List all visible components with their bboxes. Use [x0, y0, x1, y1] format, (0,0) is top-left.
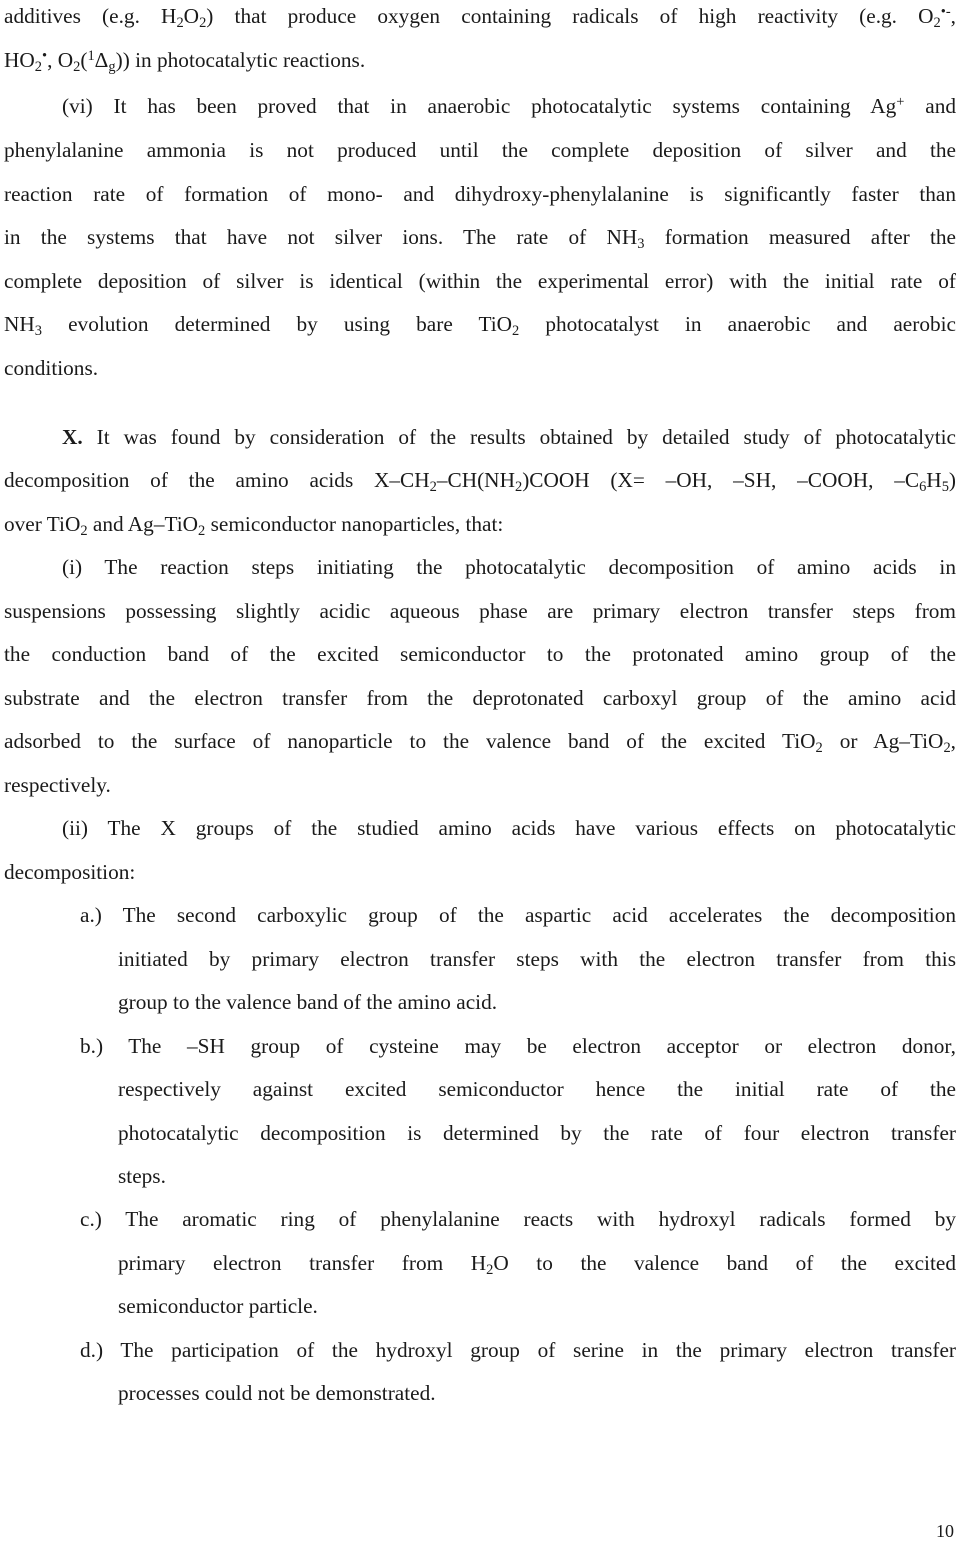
text-line: decomposition:: [4, 860, 136, 884]
text-line: the conduction band of the excited semiconductor to the protonated amino group of the: [4, 642, 956, 666]
page-number: 10: [936, 1521, 954, 1541]
text-line: substrate and the electron transfer from the deprotonated carboxyl group of the amino acid: [4, 686, 956, 710]
list-item: b.) The –SH group of cysteine may be electron acceptor or electron donor,: [80, 1034, 956, 1058]
text-line: phenylalanine ammonia is not produced until the complete deposition of silver and the: [4, 138, 956, 162]
list-item: d.) The participation of the hydroxyl group of serine in the primary electron transfer: [80, 1338, 956, 1362]
section-heading: X.: [62, 425, 83, 449]
text-line: suspensions possessing slightly acidic aqueous phase are primary electron transfer steps from: [4, 599, 956, 623]
text-line: additives (e.g. $H_2O_2$) that produce oxygen containing radicals of high reactivity (e.g. $O_2^{•-}$,: [4, 3, 956, 32]
text-line: X. It was found by consideration of the results obtained by detailed study of photocatalytic: [62, 425, 956, 449]
text-line: complete deposition of silver is identical (within the experimental error) with the initial rate of: [4, 269, 956, 293]
list-item: c.) The aromatic ring of phenylalanine reacts with hydroxyl radicals formed by: [80, 1207, 956, 1231]
text-line: (i) The reaction steps initiating the photocatalytic decomposition of amino acids in: [62, 555, 956, 579]
text-line: $HO_2^•$, $O_2(^1\Delta_g)$) in photocatalytic reactions.: [4, 47, 366, 76]
list-item-continuation: group to the valence band of the amino acid.: [118, 990, 498, 1014]
text-line: conditions.: [4, 356, 99, 380]
list-item-continuation: semiconductor particle.: [118, 1294, 318, 1318]
text-line: in the systems that have not silver ions. The rate of $NH_3$ formation measured after the: [4, 225, 957, 253]
text-line: decomposition of the amino acids $X-CH_2-CH(NH_2)COOH$ (X= –OH, –SH, –COOH, $-C_6H_5$): [4, 468, 957, 496]
text-line: reaction rate of formation of mono- and dihydroxy-phenylalanine is significantly faster than: [4, 182, 956, 206]
text-line: (vi) It has been proved that in anaerobic photocatalytic systems containing Ag+ and: [62, 93, 957, 118]
list-item-continuation: processes could not be demonstrated.: [118, 1381, 436, 1405]
text-line: $NH_3$ evolution determined by using bare TiO$_2$ photocatalyst in anaerobic and aerobic: [4, 312, 956, 340]
text-line: (ii) The X groups of the studied amino acids have various effects on photocatalytic: [62, 816, 956, 840]
list-item-continuation: respectively against excited semiconductor hence the initial rate of the: [118, 1077, 956, 1101]
list-item-continuation: photocatalytic decomposition is determined by the rate of four electron transfer: [118, 1121, 956, 1145]
text-line: adsorbed to the surface of nanoparticle to the valence band of the excited TiO$_2$ or Ag–TiO$_2$,: [4, 729, 956, 757]
text-line: respectively.: [4, 773, 111, 797]
list-item: a.) The second carboxylic group of the aspartic acid accelerates the decomposition: [80, 903, 956, 927]
list-item-continuation: primary electron transfer from $H_2O$ to the valence band of the excited: [118, 1251, 956, 1279]
list-item-continuation: initiated by primary electron transfer steps with the electron transfer from this: [118, 947, 956, 971]
text-line: over TiO$_2$ and Ag–TiO$_2$ semiconductor nanoparticles, that:: [4, 512, 504, 540]
list-item-continuation: steps.: [118, 1164, 166, 1188]
